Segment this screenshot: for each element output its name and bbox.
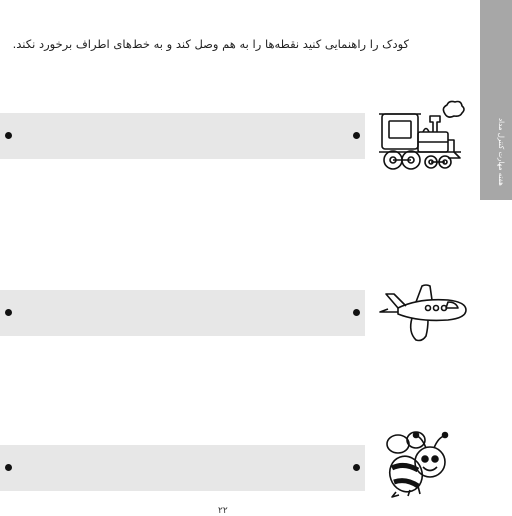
instruction-text: کودک را راهنمایی کنید نقطه‌ها را به هم وصل کند و به خط‌های اطراف برخورد نکند. xyxy=(12,37,409,51)
end-dot[interactable] xyxy=(353,309,360,316)
start-dot[interactable] xyxy=(5,132,12,139)
tracing-lane-train[interactable] xyxy=(0,113,365,159)
page-number: ۲۲ xyxy=(218,506,228,516)
side-tab-label: هفته مهارت کنترل مداد xyxy=(497,118,505,186)
train-icon xyxy=(375,100,467,174)
side-tab xyxy=(480,0,512,200)
start-dot[interactable] xyxy=(5,309,12,316)
start-dot[interactable] xyxy=(5,464,12,471)
tracing-lane-airplane[interactable] xyxy=(0,290,365,336)
bee-icon xyxy=(380,428,454,498)
tracing-lane-bee[interactable] xyxy=(0,445,365,491)
airplane-icon xyxy=(376,280,470,346)
end-dot[interactable] xyxy=(353,464,360,471)
end-dot[interactable] xyxy=(353,132,360,139)
